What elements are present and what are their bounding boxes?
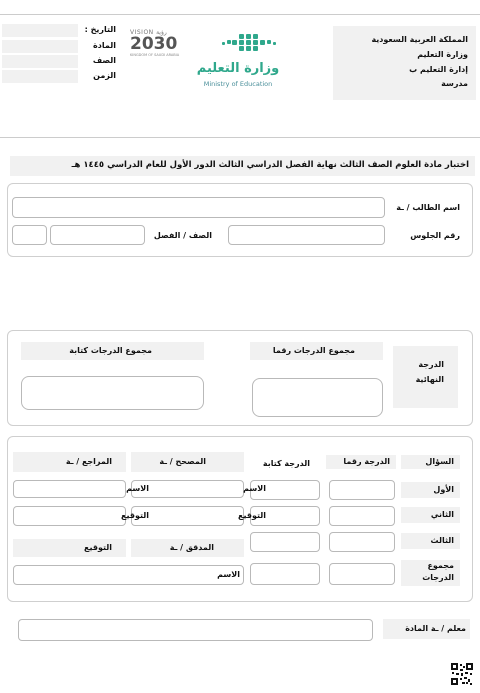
- row-label-total-2: الدرجات: [422, 573, 454, 582]
- total-digits-input[interactable]: [329, 563, 395, 585]
- time-field[interactable]: [2, 70, 78, 83]
- country-line-2: وزارة التعليم: [417, 50, 468, 59]
- reviewer-signature-label: التوقيع: [121, 511, 149, 520]
- vision-label: VISION رؤية: [130, 29, 167, 36]
- country-info-box: [333, 26, 476, 100]
- seat-number-input[interactable]: [228, 225, 385, 245]
- vision-subtitle: KINGDOM OF SAUDI ARABIA: [130, 53, 180, 57]
- class-label: الصف / الفصل: [153, 231, 212, 240]
- grade-field[interactable]: [2, 55, 78, 68]
- subject-field[interactable]: [2, 40, 78, 53]
- country-line-3: إدارة التعليم ب: [409, 65, 468, 74]
- reviewer-name-input[interactable]: [13, 480, 126, 498]
- student-name-input[interactable]: [12, 197, 385, 218]
- corrector-column-header: المصحح / ـة: [131, 452, 244, 472]
- total-words-input[interactable]: [250, 563, 320, 585]
- country-line-4: مدرسة: [441, 79, 468, 88]
- ministry-logo: [195, 28, 300, 94]
- final-grade-label-2: النهائية: [415, 375, 444, 384]
- ministry-name-ar: وزارة التعليم: [196, 61, 280, 76]
- teacher-label-box: [383, 619, 470, 639]
- seat-number-label: رقم الجلوس: [410, 231, 460, 240]
- words-total-header: [21, 342, 204, 360]
- corrector-name-label: الاسم: [243, 484, 266, 493]
- qr-code-icon: [451, 663, 473, 685]
- words-column-header: الدرجة كتابة: [262, 459, 310, 468]
- vision-2030-logo: [130, 29, 192, 65]
- teacher-label: معلم / ـة المادة: [405, 624, 466, 633]
- auditor-name-input[interactable]: [13, 565, 244, 585]
- digits-total-header: [250, 342, 383, 360]
- q2-digits-input[interactable]: [329, 506, 395, 526]
- row-label-first: الأول: [401, 482, 460, 498]
- country-line-1: المملكة العربية السعودية: [371, 35, 468, 44]
- student-name-label: اسم الطالب / ـة: [396, 203, 460, 212]
- question-column-header: السؤال: [401, 455, 460, 469]
- reviewer-column-header: المراجع / ـة: [13, 452, 126, 472]
- digits-column-header: الدرجة رقما: [326, 455, 396, 469]
- digits-total-label: مجموع الدرجات رقما: [272, 346, 355, 355]
- reviewer-name-label: الاسم: [126, 484, 149, 493]
- student-info-panel: [7, 183, 473, 257]
- digits-total-input[interactable]: [252, 378, 383, 417]
- header-top-line: [0, 14, 480, 15]
- row-label-total: [401, 560, 460, 586]
- section-input[interactable]: [12, 225, 47, 245]
- q3-words-input[interactable]: [250, 532, 320, 552]
- reviewer-signature-input[interactable]: [13, 506, 126, 526]
- corrector-signature-label: التوقيع: [238, 511, 266, 520]
- words-total-input[interactable]: [21, 376, 204, 410]
- date-label: التاريخ :: [84, 25, 116, 34]
- header-bottom-line: [0, 137, 480, 138]
- exam-title-bar: [10, 156, 475, 176]
- ministry-name-en: Ministry of Education: [203, 80, 273, 88]
- auditor-name-label: الاسم: [217, 570, 240, 579]
- exam-title: اختبار مادة العلوم الصف الثالث نهاية الفصل الدراسي الثالث الدور الأول للعام الدراسي ١٤٤٥ هـ: [71, 160, 469, 170]
- ministry-logo-mark: [195, 28, 300, 58]
- row-label-third: الثالث: [401, 533, 460, 549]
- q1-digits-input[interactable]: [329, 480, 395, 500]
- class-input[interactable]: [50, 225, 145, 245]
- auditor-signature-header: التوقيع: [13, 539, 126, 557]
- teacher-name-input[interactable]: [18, 619, 373, 641]
- q3-digits-input[interactable]: [329, 532, 395, 552]
- date-field[interactable]: [2, 24, 78, 37]
- auditor-header: المدقق / ـة: [131, 539, 244, 557]
- final-grade-label-box: [393, 346, 458, 408]
- grade-label: الصف: [92, 56, 116, 65]
- words-total-label: مجموع الدرجات كتابة: [69, 346, 152, 355]
- time-label: الزمن: [93, 71, 116, 80]
- vision-year: 2030: [130, 34, 178, 54]
- subject-label: المادة: [93, 41, 116, 50]
- row-label-second: الثاني: [401, 507, 460, 523]
- exam-info-box: [2, 24, 119, 84]
- row-label-total-1: مجموع: [427, 561, 454, 570]
- final-grade-label-1: الدرجة: [418, 360, 444, 369]
